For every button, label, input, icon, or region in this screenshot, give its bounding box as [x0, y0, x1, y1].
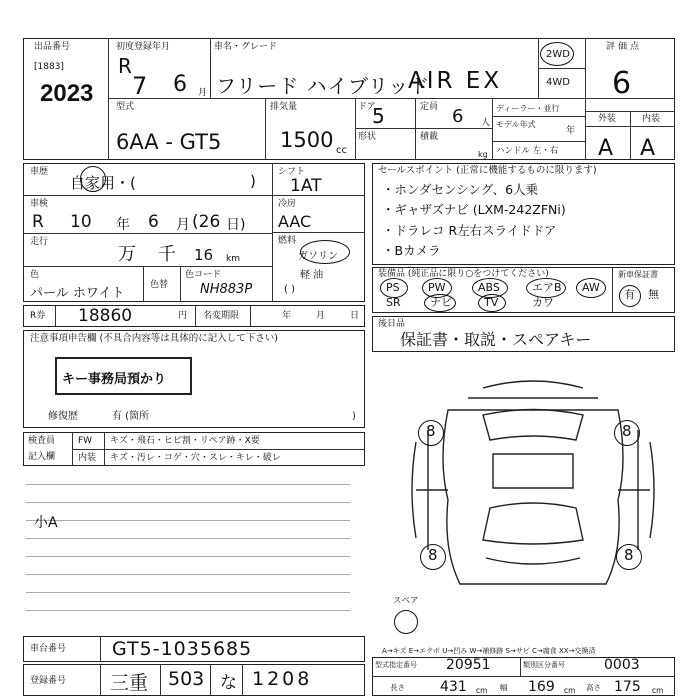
inspector-note: 小A — [34, 515, 58, 531]
new-warranty-label: 新車保証書 — [618, 270, 658, 279]
month-unit: 月 — [198, 88, 208, 98]
insp-year: 10 — [70, 212, 92, 232]
mileage-sen: 千 — [158, 244, 176, 265]
door-label: ドア — [358, 102, 376, 112]
insp-day-unit: 日) — [226, 217, 246, 233]
color-value: パール ホワイト — [30, 286, 125, 301]
ac-label: 冷房 — [278, 199, 297, 209]
lot-label: 出品番号 — [34, 42, 71, 52]
warranty-none: 無 — [648, 288, 659, 301]
sales-point-line-3: ・ドラレコ R左右スライドドア — [382, 223, 557, 238]
name-change-label: 名変期限 — [203, 311, 240, 321]
equip-abs: ABS — [478, 281, 500, 294]
score-label: 評価点 — [606, 42, 643, 52]
interior-insp-label: 内装 — [78, 453, 97, 463]
fw-label: FW — [78, 436, 93, 446]
height-cm: cm — [652, 686, 664, 695]
capacity: 6 — [452, 106, 464, 127]
shift: 1AT — [290, 176, 322, 196]
circle-aw — [576, 278, 606, 298]
tire-fl-reading: 8 — [426, 422, 436, 440]
warranty-circle — [619, 285, 641, 307]
length-label: 長さ — [390, 683, 405, 692]
insp-day: (26 — [192, 212, 221, 232]
drive-4wd: 4WD — [546, 77, 570, 88]
recycle-label: R券 — [30, 311, 46, 321]
chassis-number: GT5-1035685 — [112, 638, 253, 660]
key-stamp-text: キー事務局預かり — [62, 372, 167, 387]
category-no: 0003 — [604, 657, 640, 673]
tire-rr-reading: 8 — [624, 546, 634, 564]
year-unit: 年 — [566, 126, 576, 136]
insp-month-unit: 月 — [176, 217, 190, 233]
inspector-label-2: 記入欄 — [28, 452, 56, 462]
chassis-label: 車台番号 — [30, 644, 67, 654]
use-close: ) — [250, 172, 256, 190]
interior-items: キズ・汚レ・コゲ・穴・スレ・キレ・破レ — [110, 453, 281, 463]
model: 6AA - GT5 — [116, 130, 222, 154]
fuel-circle — [300, 240, 350, 264]
color-code: NH883P — [200, 282, 253, 297]
car-diagram — [398, 370, 668, 610]
width-label: 幅 — [500, 683, 508, 692]
exterior-label: 外装 — [598, 114, 617, 124]
equipment-label: 装備品 (純正品に限り○をつけてください) — [378, 269, 549, 279]
exterior-score: A — [598, 136, 614, 161]
handle-label: ハンドル 左・右 — [496, 146, 559, 156]
car-name: フリード ハイブリッド — [216, 74, 431, 98]
after-value: 保証書・取説・スペアキー — [400, 330, 592, 349]
circle-navi — [424, 294, 456, 312]
score: 6 — [612, 66, 632, 101]
use-circle — [80, 166, 106, 192]
inspector-label-1: 検査員 — [28, 436, 56, 446]
model-class-label: 型式指定番号 — [375, 661, 417, 669]
name-change-year: 年 — [282, 311, 292, 321]
grade: AIR EX — [408, 68, 503, 94]
insp-month: 6 — [148, 212, 159, 232]
recycle-row — [23, 305, 365, 327]
capacity-label: 定員 — [420, 102, 439, 112]
fuel-light: 軽 油 — [300, 270, 324, 281]
inspection-label: 車検 — [30, 199, 49, 209]
sales-point-line-2: ・ギャザズナビ (LXM-242ZFNi) — [382, 202, 566, 217]
mileage-man: 万 — [118, 244, 136, 265]
cc-unit: cc — [336, 145, 347, 156]
reg-month: 6 — [173, 72, 187, 97]
equip-navi: ナビ — [430, 296, 452, 309]
name-label: 車名・グレード — [214, 42, 278, 52]
model-class-no: 20951 — [446, 657, 491, 673]
circle-tv — [478, 294, 506, 312]
category-label: 類別区分番号 — [523, 661, 565, 669]
circle-airbag — [526, 278, 566, 298]
tire-fr-reading: 8 — [622, 422, 632, 440]
shift-label: シフト — [278, 167, 306, 177]
fuel-label: 燃料 — [278, 236, 297, 246]
repair-label: 修復歴 — [48, 411, 78, 422]
repair-value: 有 (箇所 — [112, 411, 150, 422]
equip-sr: SR — [386, 296, 401, 309]
spare-label: スペア — [393, 596, 419, 606]
equip-leather: カワ — [532, 296, 554, 309]
dealer-label: ディーラー・並行 — [496, 104, 560, 113]
recycle-yen: 円 — [178, 311, 188, 321]
height-label: 高さ — [586, 683, 601, 692]
kg-unit: kg — [478, 150, 488, 159]
spare-tire — [394, 610, 418, 634]
length: 431 — [440, 679, 467, 695]
model-year-label: モデル年式 — [496, 120, 536, 129]
reg-area: 三重 — [110, 672, 149, 694]
name-change-day: 日 — [350, 311, 360, 321]
equip-airbag: エアB — [532, 281, 562, 294]
reg-year: 7 — [132, 72, 148, 100]
displacement-label: 排気量 — [270, 102, 298, 112]
reg-class: 503 — [168, 668, 205, 690]
reg-label: 登録番号 — [30, 676, 67, 686]
doors: 5 — [372, 104, 385, 128]
reg-number: 1208 — [252, 668, 313, 690]
use-value: 自家用・( — [70, 174, 136, 192]
equip-aw: AW — [582, 281, 600, 294]
interior-label: 内装 — [642, 114, 661, 124]
height: 175 — [614, 679, 641, 695]
mileage-label: 走行 — [30, 237, 49, 247]
lot-number: 2023 — [40, 80, 94, 107]
repair-close: ) — [352, 411, 356, 422]
fuel-gas: ガソリン — [298, 251, 338, 262]
equip-tv: TV — [484, 296, 499, 309]
tire-rl-reading: 8 — [428, 546, 438, 564]
length-cm: cm — [476, 686, 488, 695]
circle-ps — [380, 278, 408, 298]
after-label: 後日品 — [378, 319, 406, 329]
interior-score: A — [640, 136, 656, 161]
insp-era: R — [32, 212, 44, 232]
name-change-month: 月 — [316, 311, 326, 321]
shape-label: 形状 — [358, 132, 377, 142]
width: 169 — [528, 679, 555, 695]
color-change-label: 色替 — [150, 280, 169, 290]
era: R — [118, 54, 132, 78]
lot-small: [1883] — [34, 62, 64, 72]
sales-point-line-1: ・ホンダセンシング、6人乗 — [382, 182, 539, 197]
sales-point-line-4: ・Bカメラ — [382, 243, 441, 258]
damage-legend: A→キズ E→エクボ U→凹み W→補修跡 S→サビ C→腐食 XX→交換済 — [382, 647, 596, 655]
insp-year-unit: 年 — [116, 217, 130, 233]
fuel-paren: ( ) — [284, 284, 295, 295]
color-label: 色 — [30, 270, 40, 280]
km-unit: km — [226, 254, 240, 264]
mileage-value: 16 — [194, 246, 214, 264]
use-label: 車歴 — [30, 167, 49, 177]
fw-items: キズ・飛石・ヒビ割・リペア跡・X要 — [110, 436, 260, 446]
attention-label: 注意事項申告欄 (不具合内容等は具体的に記入して下さい) — [30, 333, 278, 344]
reg-kana: な — [220, 673, 237, 693]
recycle-amount: 18860 — [78, 306, 133, 326]
ac: AAC — [278, 212, 312, 231]
load-label: 積載 — [420, 132, 439, 142]
drive-2wd: 2WD — [546, 49, 570, 60]
color-code-label: 色コード — [185, 270, 222, 280]
reg-year-label: 初度登録年月 — [116, 42, 171, 52]
people-unit: 人 — [481, 118, 491, 128]
equip-ps: PS — [386, 281, 400, 294]
width-cm: cm — [564, 686, 576, 695]
model-label: 型式 — [116, 102, 135, 112]
warranty-has: 有 — [624, 288, 635, 301]
sales-points-label: セールスポイント (正常に機能するものに限ります) — [378, 165, 597, 176]
displacement: 1500 — [280, 128, 334, 152]
equip-pw: PW — [428, 281, 446, 294]
